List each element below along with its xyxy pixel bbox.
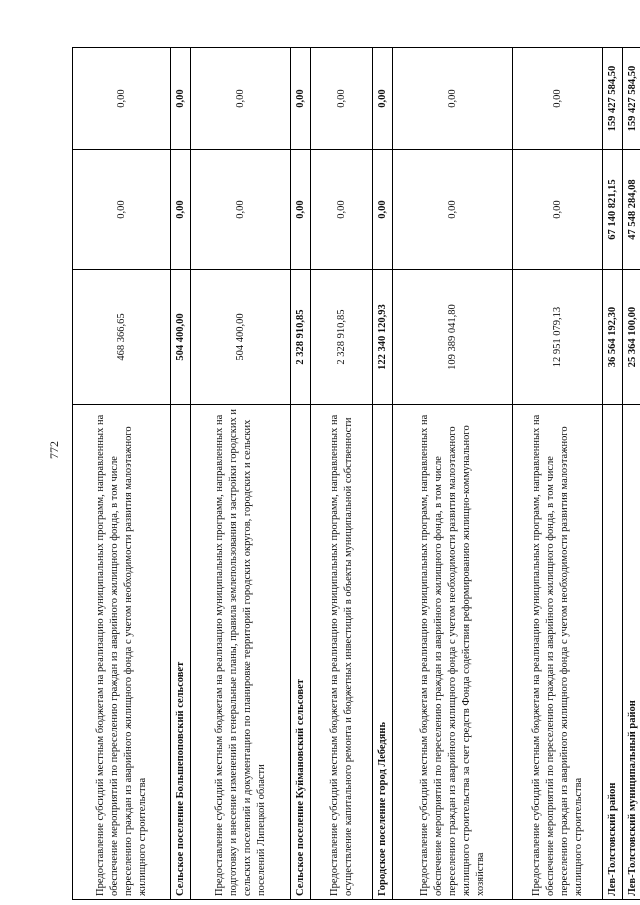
table-row bbox=[393, 48, 513, 900]
value-cell-1: 12 951 079,13 bbox=[513, 270, 603, 405]
value-cell-2: 47 548 284,08 bbox=[623, 150, 640, 270]
group-row bbox=[291, 48, 311, 900]
row-description: Предоставление субсидий местным бюджетам на реализацию муниципальных программ, направленных на подготовку и внесение изменений в генеральные планы, правила землепользования и застройки городских и сельских поселений и документацию по планировке территорий городских округов, городских и сельских поселений Липецкой области bbox=[191, 405, 291, 900]
table-row bbox=[191, 48, 291, 900]
subsidy-table bbox=[72, 47, 640, 900]
table-row bbox=[513, 48, 603, 900]
value-cell-1: 109 389 041,80 bbox=[393, 270, 513, 405]
value-cell-2: 0,00 bbox=[73, 150, 171, 270]
value-cell-3: 0,00 bbox=[73, 48, 171, 150]
row-description: Предоставление субсидий местным бюджетам на реализацию муниципальных программ, направленных на обеспечение мероприятий по переселению граждан из аварийного жилищного фонда, в том числе переселению граждан из аварийного жилищного фонда с учетом необходимости развития малоэтажного жилищного строительства bbox=[73, 405, 171, 900]
row-description: Городское поселение город Лебедянь bbox=[373, 405, 393, 900]
value-cell-3: 159 427 584,50 bbox=[623, 48, 640, 150]
value-cell-2: 67 140 821,15 bbox=[603, 150, 623, 270]
value-cell-2: 0,00 bbox=[311, 150, 373, 270]
value-cell-1: 504 400,00 bbox=[171, 270, 191, 405]
group-row bbox=[171, 48, 191, 900]
value-cell-3: 0,00 bbox=[191, 48, 291, 150]
value-cell-2: 0,00 bbox=[191, 150, 291, 270]
group-row bbox=[603, 48, 623, 900]
row-description: Предоставление субсидий местным бюджетам на реализацию муниципальных программ, направленных на осуществление капитального ремонта и бюджетных инвестиций в объекты муниципальной собственности bbox=[311, 405, 373, 900]
value-cell-3: 0,00 bbox=[393, 48, 513, 150]
value-cell-3: 0,00 bbox=[171, 48, 191, 150]
value-cell-1: 504 400,00 bbox=[191, 270, 291, 405]
value-cell-3: 0,00 bbox=[373, 48, 393, 150]
value-cell-1: 25 364 100,00 bbox=[623, 270, 640, 405]
value-cell-1: 36 564 192,30 bbox=[603, 270, 623, 405]
page-number: 772 bbox=[47, 441, 61, 459]
row-description: Лев-Толстовский муниципальный район bbox=[623, 405, 640, 900]
row-description: Предоставление субсидий местным бюджетам на реализацию муниципальных программ, направленных на обеспечение мероприятий по переселению граждан из аварийного жилищного фонда, в том числе переселению граждан из аварийного жилищного фонда с учетом необходимости развития малоэтажного жилищного строительства bbox=[513, 405, 603, 900]
value-cell-3: 0,00 bbox=[311, 48, 373, 150]
value-cell-2: 0,00 bbox=[291, 150, 311, 270]
table-container bbox=[72, 48, 638, 900]
table-row bbox=[73, 48, 171, 900]
table-body bbox=[73, 48, 640, 900]
rotated-table-layer bbox=[72, 48, 638, 900]
value-cell-2: 0,00 bbox=[393, 150, 513, 270]
value-cell-2: 0,00 bbox=[171, 150, 191, 270]
group-row bbox=[373, 48, 393, 900]
group-row bbox=[623, 48, 640, 900]
value-cell-1: 122 340 120,93 bbox=[373, 270, 393, 405]
value-cell-3: 159 427 584,50 bbox=[603, 48, 623, 150]
row-description: Лев-Толстовский район bbox=[603, 405, 623, 900]
value-cell-1: 2 328 910,85 bbox=[291, 270, 311, 405]
value-cell-2: 0,00 bbox=[513, 150, 603, 270]
row-description: Сельское поселение Куймановский сельсовет bbox=[291, 405, 311, 900]
row-description: Сельское поселение Большепоповский сельсовет bbox=[171, 405, 191, 900]
row-description: Предоставление субсидий местным бюджетам на реализацию муниципальных программ, направленных на обеспечение мероприятий по переселению граждан из аварийного жилищного фонда, в том числе переселению граждан из аварийного жилищного фонда с учетом необходимости развития малоэтажного жилищного строительства за счет средств Фонда содействия реформированию жилищно-коммунального хозяйства bbox=[393, 405, 513, 900]
value-cell-2: 0,00 bbox=[373, 150, 393, 270]
value-cell-3: 0,00 bbox=[291, 48, 311, 150]
value-cell-1: 468 366,65 bbox=[73, 270, 171, 405]
value-cell-1: 2 328 910,85 bbox=[311, 270, 373, 405]
table-row bbox=[311, 48, 373, 900]
value-cell-3: 0,00 bbox=[513, 48, 603, 150]
